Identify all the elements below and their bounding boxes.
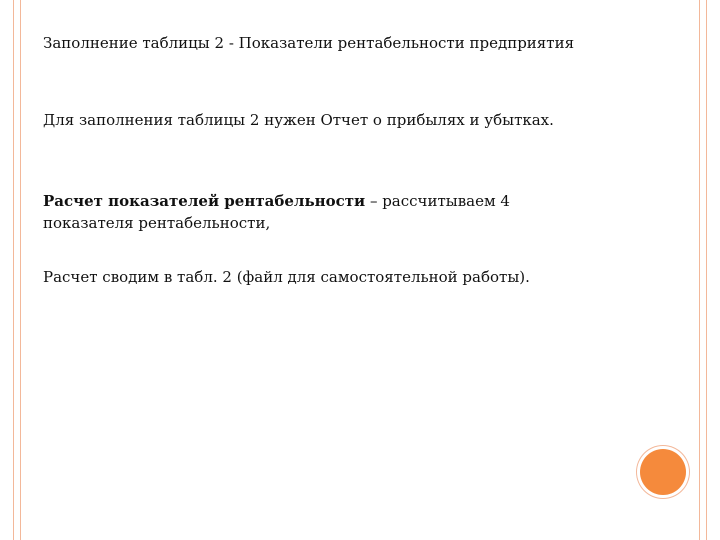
summary-paragraph: Расчет сводим в табл. 2 (файл для самостоятельной работы).: [43, 268, 530, 286]
frame-inner-line-left: [20, 0, 21, 540]
calculation-rest-text: – рассчитываем 4 показателя рентабельности,: [43, 192, 510, 232]
source-paragraph: Для заполнения таблицы 2 нужен Отчет о прибылях и убытках.: [43, 111, 554, 129]
heading-paragraph: Заполнение таблицы 2 - Показатели рентабельности предприятия: [43, 34, 575, 52]
frame-inner-line-right: [699, 0, 700, 540]
calculation-paragraph: [43, 190, 603, 234]
decorative-circle: [640, 449, 686, 495]
calculation-bold-text: Расчет показателей рентабельности: [43, 192, 366, 210]
